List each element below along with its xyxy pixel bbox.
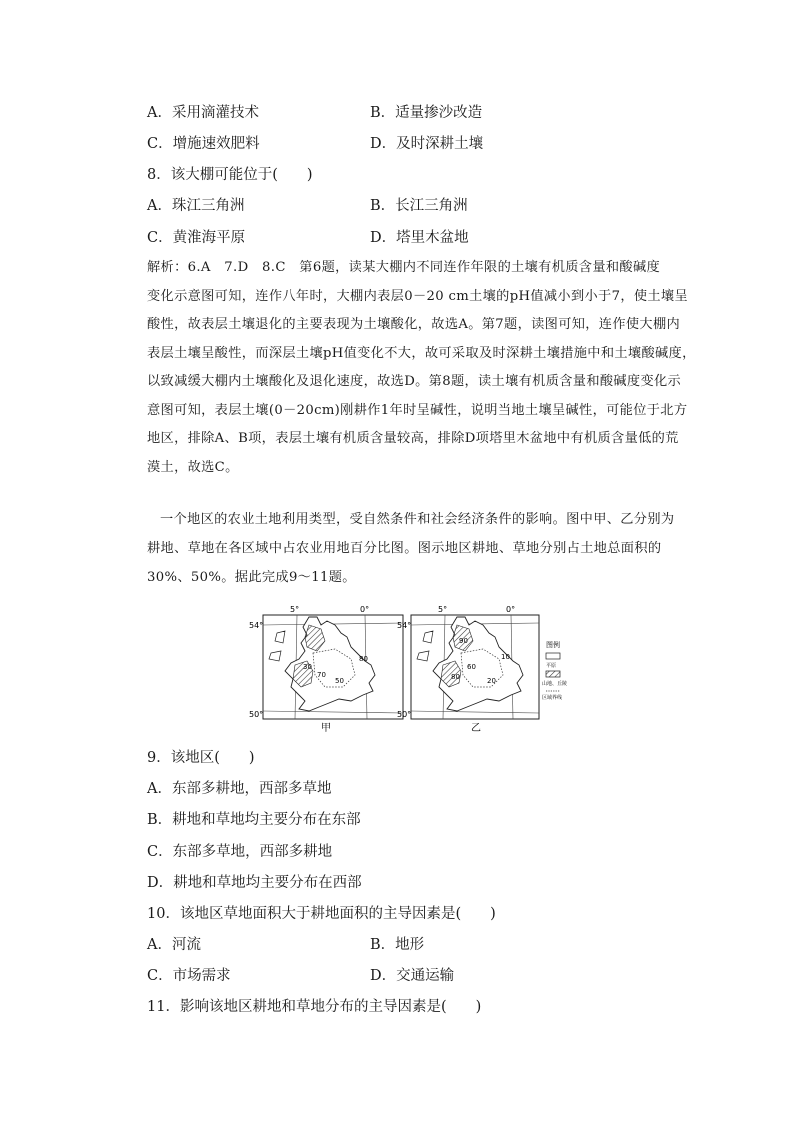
map-yi-lon-5: 5° xyxy=(438,605,448,614)
legend-title: 图例 xyxy=(546,641,560,649)
analysis-line: 表层土壤呈酸性，而深层土壤pH值变化不大，故可采取及时深耕土壤措施中和土壤酸碱度， xyxy=(147,346,696,361)
map-jia-lon-0: 0° xyxy=(360,605,370,614)
map-jia-lat-50: 50° xyxy=(249,710,264,719)
q7-option-b: B．适量掺沙改造 xyxy=(370,105,483,121)
analysis-line: 意图可知，表层土壤(0－20cm)刚耕作1年时呈碱性，说明当地土壤呈碱性，可能位于北方 xyxy=(147,403,688,418)
map-jia-value-80: 80 xyxy=(359,655,368,663)
map-jia-value-70: 70 xyxy=(317,671,326,679)
q11-stem: 11．影响该地区耕地和草地分布的主导因素是( ) xyxy=(147,999,482,1015)
q9-option-c: C．东部多草地，西部多耕地 xyxy=(147,844,333,860)
q9-option-b: B．耕地和草地均主要分布在东部 xyxy=(147,812,361,828)
map-yi-lat-54: 54° xyxy=(397,621,412,630)
intro-line: 耕地、草地在各区域中占农业用地百分比图。图示地区耕地、草地分别占土地总面积的 xyxy=(147,541,662,556)
map-yi-value-60: 60 xyxy=(467,663,476,671)
analysis-line: 地区，排除A、B项，表层土壤有机质含量较高，排除D项塔里木盆地中有机质含量低的荒 xyxy=(147,431,679,446)
q8-option-c: C．黄淮海平原 xyxy=(147,230,246,246)
map-jia-caption: 甲 xyxy=(321,723,331,734)
q8-stem: 8．该大棚可能位于( ) xyxy=(147,167,313,183)
map-yi xyxy=(397,605,539,734)
map-jia-value-30: 30 xyxy=(303,663,312,671)
intro-line: 30%、50%。据此完成9～11题。 xyxy=(147,570,356,585)
q7-option-c: C．增施速效肥料 xyxy=(147,136,260,152)
legend-plain-swatch xyxy=(546,653,560,659)
q8-option-b: B．长江三角洲 xyxy=(370,198,468,214)
q9-option-a: A．东部多耕地，西部多草地 xyxy=(147,781,332,797)
map-jia xyxy=(249,605,403,734)
q9-stem: 9．该地区( ) xyxy=(147,750,255,766)
land-use-figure xyxy=(249,603,575,738)
map-legend xyxy=(542,640,567,701)
q10-stem: 10．该地区草地面积大于耕地面积的主导因素是( ) xyxy=(147,906,496,922)
intro-line: 一个地区的农业土地利用类型，受自然条件和社会经济条件的影响。图中甲、乙分别为 xyxy=(160,512,675,527)
q7-option-d: D．及时深耕土壤 xyxy=(370,136,484,152)
legend-plain-label: 平原 xyxy=(546,663,557,669)
q8-option-d: D．塔里木盆地 xyxy=(370,230,469,246)
q10-option-d: D．交通运输 xyxy=(370,968,455,984)
map-jia-lon-5: 5° xyxy=(290,605,300,614)
analysis-line: 漠土，故选C。 xyxy=(147,460,239,475)
map-jia-lat-54: 54° xyxy=(249,621,264,630)
map-yi-lon-0: 0° xyxy=(506,605,516,614)
q10-option-b: B．地形 xyxy=(370,937,425,953)
analysis-line: 以致减缓大棚内土壤酸化及退化速度，故选D。第8题，读土壤有机质含量和酸碱度变化示 xyxy=(147,374,682,389)
map-yi-value-10: 10 xyxy=(501,653,510,661)
q9-option-d: D．耕地和草地均主要分布在西部 xyxy=(147,875,362,891)
map-yi-value-90: 90 xyxy=(459,637,468,645)
legend-upland-swatch xyxy=(546,671,560,677)
q10-option-a: A．河流 xyxy=(147,937,201,953)
q8-option-a: A．珠江三角洲 xyxy=(147,198,245,214)
map-jia-value-50: 50 xyxy=(335,677,344,685)
map-yi-caption: 乙 xyxy=(471,723,481,734)
analysis-line: 酸性，故表层土壤退化的主要表现为土壤酸化，故选A。第7题，读图可知，连作使大棚内 xyxy=(147,317,681,332)
legend-upland-label: 山地、丘陵 xyxy=(542,681,568,687)
analysis-line: 变化示意图可知，连作八年时，大棚内表层0－20 cm土壤的pH值减小到小于7，使土壤呈 xyxy=(147,289,689,304)
q7-option-a: A．采用滴灌技术 xyxy=(147,105,259,121)
map-figure-svg xyxy=(249,603,575,738)
q10-option-c: C．市场需求 xyxy=(147,968,231,984)
map-yi-value-20: 20 xyxy=(487,677,496,685)
map-yi-value-80: 80 xyxy=(451,673,460,681)
map-yi-lat-50: 50° xyxy=(397,710,412,719)
analysis-line: 解析：6.A 7.D 8.C 第6题，读某大棚内不同连作年限的土壤有机质含量和酸碱度 xyxy=(147,260,661,275)
legend-border-label: 区域界线 xyxy=(542,695,563,701)
